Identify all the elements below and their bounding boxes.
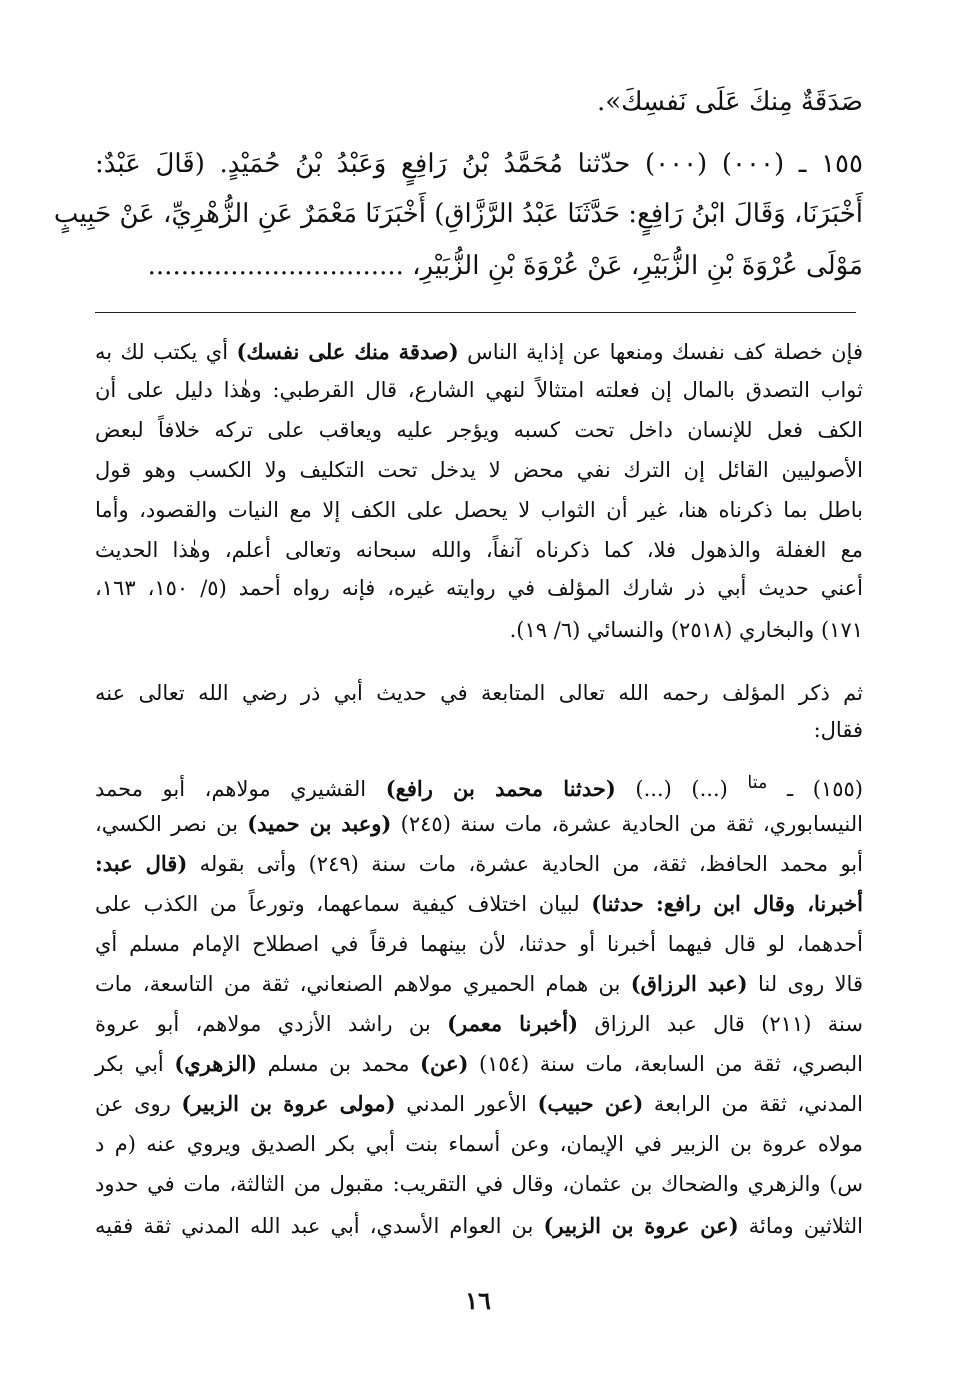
- commentary-line: سنة (٢١١) قال عبد الرزاق (أخبرنا معمر) بن راشد الأزدي مولاهم، أبو عروة: [95, 1011, 863, 1036]
- commentary-line: فقال:: [813, 718, 863, 742]
- section-divider: [95, 312, 856, 313]
- commentary-line: الكف فعل للإنسان داخل تحت كسبه ويؤجر عليه ويعاقب على تركه خلافاً لبعض: [95, 418, 863, 442]
- commentary-line: قالا روى لنا (عبد الرزاق) بن همام الحميري مولاهم الصنعاني، ثقة من التاسعة، مات: [95, 971, 863, 996]
- commentary-line: مولاه عروة بن الزبير في الإيمان، وعن أسماء بنت أبي بكر الصديق ويروي عنه (م د: [95, 1132, 863, 1156]
- hadith-line: ١٥٥ ـ (٠٠٠) (٠٠٠) حدّثنا مُحَمَّدُ بْنُ رَافِعٍ وَعَبْدُ بْنُ حُمَيْدٍ. (قَالَ عَبْدٌ:: [95, 149, 863, 179]
- commentary-line: مع الغفلة والذهول فلا، كما ذكرناه آنفاً، والله سبحانه وتعالى أعلم، وهٰذا الحديث: [95, 538, 863, 562]
- commentary-line: ثم ذكر المؤلف رحمه الله تعالى المتابعة في حديث أبي ذر رضي الله تعالى عنه: [95, 681, 863, 705]
- page-number: ١٦: [465, 1286, 491, 1315]
- commentary-line: فإن خصلة كف نفسك ومنعها عن إذاية الناس (صدقة منك على نفسك) أي يكتب لك به: [95, 339, 863, 364]
- commentary-line: البصري، ثقة من السابعة، مات سنة (١٥٤) (عن) محمد بن مسلم (الزهري) أبي بكر: [95, 1051, 864, 1076]
- commentary-line: أبو محمد الحافظ، ثقة، من الحادية عشرة، مات سنة (٢٤٩) وأتى بقوله (قال عبد:: [95, 851, 863, 876]
- hadith-line: مَوْلَى عُرْوَةَ بْنِ الزُّبَيْرِ، عَنْ عُرْوَةَ بْنِ الزُّبَيْرِ، ...............................: [147, 251, 863, 281]
- hadith-line: أَخْبَرَنَا، وَقَالَ ابْنُ رَافِعٍ: حَدَّثَنَا عَبْدُ الرَّزَّاقِ) أَخْبَرَنَا مَعْمَرٌ عَنِ الزُّهْرِيِّ، عَنْ حَبِيبٍ: [53, 199, 863, 229]
- commentary-line: أحدهما، لو قال فيهما أخبرنا أو حدثنا، لأن بينهما فرقاً في اصطلاح الإمام مسلم أي: [95, 932, 863, 956]
- commentary-line: الأصوليين القائل إن الترك نفي محض لا يدخل تحت التكليف ولا الكسب وهو قول: [95, 458, 863, 482]
- commentary-line: س) والزهري والضحاك بن عثمان، وقال في التقريب: مقبول من الثالثة، مات في حدود: [95, 1172, 863, 1196]
- commentary-line: النيسابوري، ثقة من الحادية عشرة، مات سنة (٢٤٥) (وعبد بن حميد) بن نصر الكسي،: [95, 811, 863, 836]
- commentary-line: ١٧١) والبخاري (٢٥١٨) والنسائي (٦/ ١٩).: [509, 618, 863, 642]
- commentary-line: الثلاثين ومائة (عن عروة بن الزبير) بن العوام الأسدي، أبي عبد الله المدني ثقة فقيه: [95, 1213, 863, 1238]
- commentary-line: (١٥٥) ـ $^{متا}$ (...) (...) (حدثنا محمد بن رافع) القشيري مولاهم، أبو محمد: [95, 773, 863, 801]
- commentary-line: أخبرنا، وقال ابن رافع: حدثنا) لبيان اختلاف كيفية سماعهما، وتورعاً من الكذب على: [95, 891, 863, 916]
- commentary-line: أعني حديث أبي ذر شارك المؤلف في روايته غيره، فإنه رواه أحمد (٥/ ١٥٠، ١٦٣،: [95, 576, 863, 600]
- commentary-line: باطل بما ذكرناه هنا، غير أن الثواب لا يحصل على الكف إلا مع النيات والقصود، وأما: [95, 498, 863, 522]
- commentary-line: ثواب التصدق بالمال إن فعلته امتثالاً لنهي الشارع، قال القرطبي: وهٰذا دليل على أن: [95, 378, 863, 402]
- hadith-line: صَدَقَةٌ مِنكَ عَلَى نَفسِكَ».: [596, 87, 863, 117]
- commentary-line: المدني، ثقة من الرابعة (عن حبيب) الأعور المدني (مولى عروة بن الزبير) روى عن: [95, 1091, 864, 1116]
